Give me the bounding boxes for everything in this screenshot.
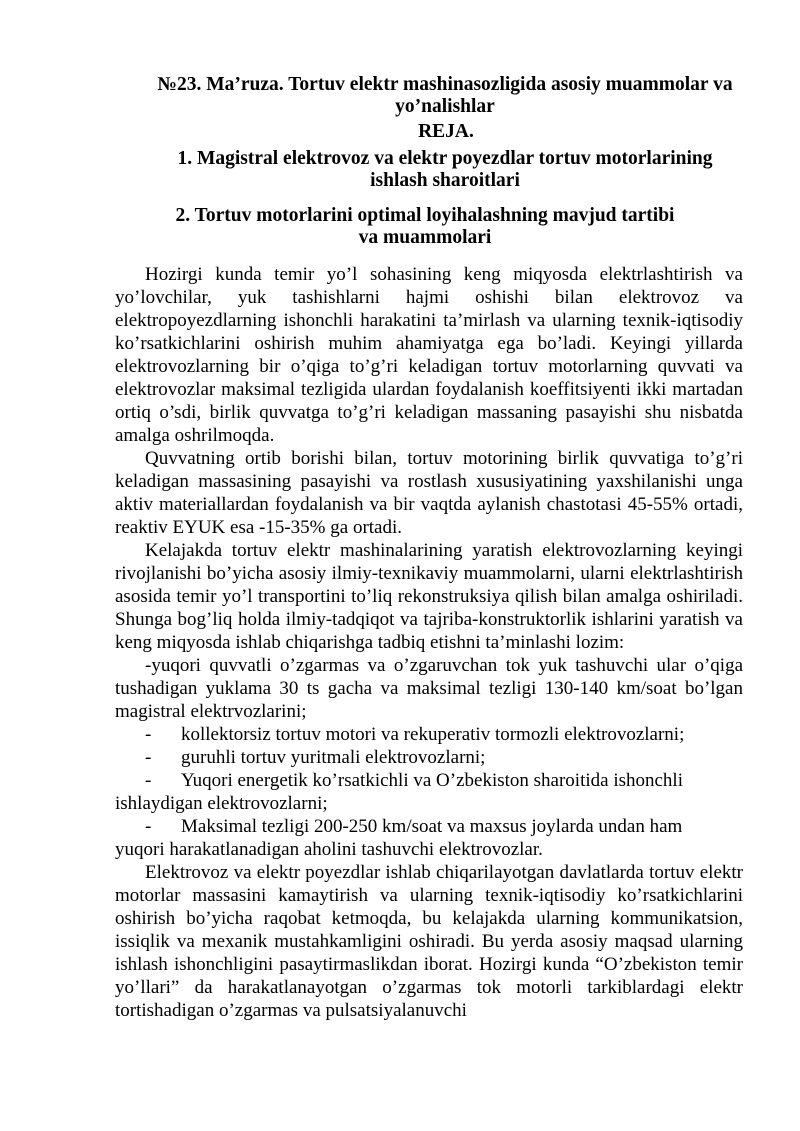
list-item-continuation: ishlaydigan elektrovozlarni; (115, 793, 328, 814)
paragraph-1: Hozirgi kunda temir yo’l sohasining keng miqyosda elektrlashtirish va yo’lovchilar, yuk tashishlarni hajmi oshishi bilan elektrovoz va elektropoyezdlarning ishonchli harakatini ta’mirlash va ularning texnik-iqtisodiy ko’rsatkichlarini oshirish muhim ahamiyatga ega bo’ladi. Keyingi yillarda elektrovozlarning bir o’qiga to’g’ri keladigan tortuv motorlarning quvvati va elektrovozlar maksimal tezligida ulardan foydalanish koeffitsiyenti ikki martadan ortiq o’sdi, birlik quvvatga to’g’ri keladigan massaning pasayishi shu nisbatda amalga oshrilmoqda. (115, 264, 743, 446)
list-dash: - (145, 747, 152, 768)
list-item-text: Maksimal tezligi 200-250 km/soat va maxsus joylarda undan ham (181, 816, 683, 837)
list-dash: - (145, 816, 152, 837)
paragraph-closing: Elektrovoz va elektr poyezdlar ishlab chiqarilayotgan davlatlarda tortuv elektr motorlar massasini kamaytirish va ularning texnik-iqtisodiy ko’rsatkichlarini oshirish bo’yicha raqobat ketmoqda, bu kelajakda ularning kommunikatsion, issiqlik va mexanik mustahkamligini oshiradi. Bu yerda asosiy maqsad ularning ishlash ishonchligini pasaytirmaslikdan iborat. Hozirgi kunda “O’zbekiston temir yo’llari” da harakatlanayotgan o’zgarmas tok motorli tarkiblardagi elektr tortishadigan o’zgarmas va pulsatsiyalanuvchi (115, 862, 743, 1021)
plan-item-2: 2. Tortuv motorlarini optimal loyihalashning mavjud tartibi va muammolari (175, 205, 675, 248)
list-dash: - (145, 724, 152, 745)
list-item-continuation: yuqori harakatlanadigan aholini tashuvchi elektrovozlar. (115, 839, 543, 860)
lecture-title: №23. Ma’ruza. Tortuv elektr mashinasozligida asosiy muammolar va yo’nalishlar (157, 74, 733, 117)
paragraph-2: Quvvatning ortib borishi bilan, tortuv motorining birlik quvvatiga to’g’ri keladigan massasining pasayishi va rostlash xususiyatining yaxshilanishi unga aktiv materiallardan foydalanish va bir vaqtda aylanish chastotasi 45-55% ortadi, reaktiv EYUK esa -15-35% ga ortadi. (115, 448, 743, 538)
paragraph-4: -yuqori quvvatli o’zgarmas va o’zgaruvchan tok yuk tashuvchi ular o’qiga tushadigan yuklama 30 ts gacha va maksimal tezligi 130-140 km/soat bo’lgan magistral elektrvozlarini; (115, 655, 743, 722)
paragraph-3: Kelajakda tortuv elektr mashinalarining yaratish elektrovozlarning keyingi rivojlanishi bo’yicha asosiy ilmiy-texnikaviy muammolarni, ularni elektrlashtirish asosida temir yo’l transportini to’liq rekonstruksiya qilish bilan amalga oshiriladi. Shunga bog’liq holda ilmiy-tadqiqot va tajriba-konstruktorlik ishlarini yaratish va keng miqyosda ishlab chiqarishga tadbiq etishni ta’minlashi lozim: (115, 540, 743, 653)
list-item-text: guruhli tortuv yuritmali elektrovozlarni; (181, 747, 486, 768)
list-item (115, 723, 743, 746)
list-item-text: Yuqori energetik ko’rsatkichli va O’zbekiston sharoitida ishonchli (181, 770, 683, 791)
list-dash: - (145, 770, 152, 791)
plan-heading: REJA. (418, 121, 474, 142)
list-item (115, 769, 743, 815)
plan-item-1: 1. Magistral elektrovoz va elektr poyezdlar tortuv motorlarining ishlash sharoitlari (177, 148, 713, 191)
list-item-text: kollektorsiz tortuv motori va rekuperativ tormozli elektrovozlarni; (181, 724, 685, 745)
body-text (115, 263, 743, 1022)
list-item (115, 746, 743, 769)
list-item (115, 815, 743, 861)
